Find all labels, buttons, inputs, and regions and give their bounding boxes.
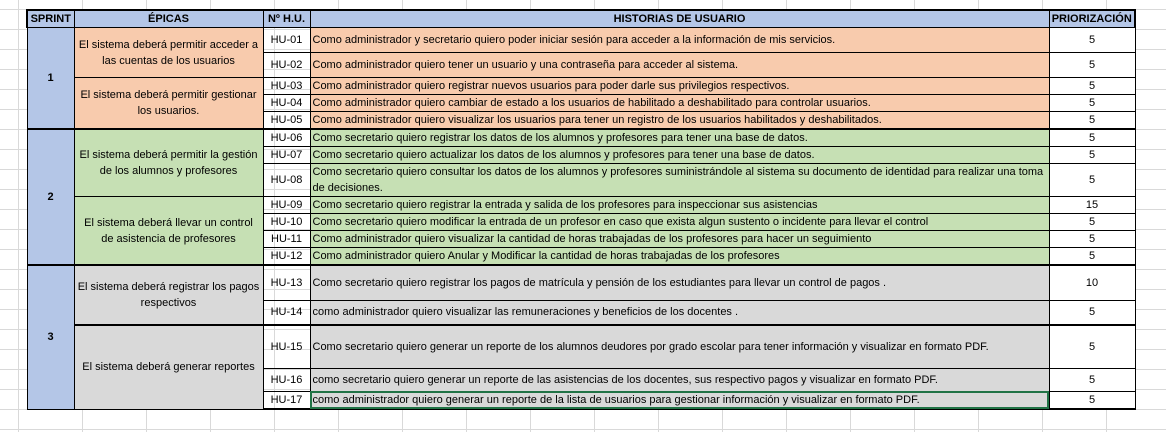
story-cell[interactable]: Como administrador quiero visualizar los usuarios para tener un registro de los usuarios habilitados y deshabilitados.: [310, 112, 1049, 130]
header-row: [27, 10, 1135, 28]
priority-cell[interactable]: 5: [1049, 391, 1135, 409]
story-cell-selected[interactable]: como administrador quiero generar un reporte de la lista de usuarios para gestionar información y visualizar en formato PDF.: [310, 391, 1049, 409]
story-cell[interactable]: Como administrador quiero tener un usuario y una contraseña para acceder al sistema.: [310, 53, 1049, 78]
story-cell[interactable]: Como secretario quiero registrar la entrada y salida de los profesores para inspeccionar sus asistencias: [310, 197, 1049, 214]
hu-id-cell[interactable]: HU-02: [263, 53, 310, 78]
story-cell[interactable]: Como secretario quiero generar un reporte de los alumnos deudores por grado escolar para tener información y visualizar en formato PDF.: [310, 325, 1049, 368]
priority-cell[interactable]: 5: [1049, 164, 1135, 197]
hu-id-cell[interactable]: HU-13: [263, 265, 310, 300]
story-cell[interactable]: Como administrador quiero Anular y Modificar la cantidad de horas trabajadas de los profesores: [310, 248, 1049, 266]
priority-cell[interactable]: 5: [1049, 112, 1135, 130]
story-cell[interactable]: como secretario quiero generar un reporte de las asistencias de los docentes, sus respectivo pagos y visualizar en formato PDF.: [310, 368, 1049, 391]
story-cell[interactable]: como administrador quiero visualizar las remuneraciones y beneficios de los docentes .: [310, 300, 1049, 325]
priority-cell[interactable]: 5: [1049, 78, 1135, 95]
priority-cell[interactable]: 5: [1049, 95, 1135, 112]
hu-id-cell[interactable]: HU-01: [263, 28, 310, 53]
sprint-cell[interactable]: 3: [27, 265, 74, 409]
header-epicas[interactable]: ÉPICAS: [74, 10, 263, 28]
table-row: [27, 78, 1135, 95]
story-cell[interactable]: Como secretario quiero consultar los datos de los alumnos y profesores suministrándole al sistema su documento de identidad para realizar una toma de decisiones.: [310, 164, 1049, 197]
epic-cell[interactable]: El sistema deberá permitir la gestión de los alumnos y profesores: [74, 129, 263, 197]
epic-cell[interactable]: El sistema deberá permitir gestionar los usuarios.: [74, 78, 263, 130]
epic-cell[interactable]: El sistema deberá llevar un control de asistencia de profesores: [74, 197, 263, 266]
hu-id-cell[interactable]: HU-05: [263, 112, 310, 130]
priority-cell[interactable]: 5: [1049, 214, 1135, 231]
sprint-cell[interactable]: 1: [27, 28, 74, 130]
hu-id-cell[interactable]: HU-12: [263, 248, 310, 266]
story-cell[interactable]: Como administrador quiero cambiar de estado a los usuarios de habilitado a deshabilitado para controlar usuarios.: [310, 95, 1049, 112]
priority-cell[interactable]: 10: [1049, 265, 1135, 300]
story-cell[interactable]: Como administrador quiero visualizar la cantidad de horas trabajadas de los profesores para hacer un seguimiento: [310, 231, 1049, 248]
epic-cell[interactable]: El sistema deberá permitir acceder a las cuentas de los usuarios: [74, 28, 263, 78]
story-cell[interactable]: Como secretario quiero modificar la entrada de un profesor en caso que exista algun sustento o incidente para llevar el control: [310, 214, 1049, 231]
story-cell[interactable]: Como secretario quiero registrar los pagos de matrícula y pensión de los estudiantes para llevar un control de pagos .: [310, 265, 1049, 300]
hu-id-cell[interactable]: HU-06: [263, 129, 310, 147]
header-historias[interactable]: HISTORIAS DE USUARIO: [310, 10, 1049, 28]
priority-cell[interactable]: 5: [1049, 231, 1135, 248]
story-cell[interactable]: Como secretario quiero registrar los datos de los alumnos y profesores para tener una base de datos.: [310, 129, 1049, 147]
hu-id-cell[interactable]: HU-14: [263, 300, 310, 325]
hu-id-cell[interactable]: HU-15: [263, 325, 310, 368]
table-row: [27, 28, 1135, 53]
priority-cell[interactable]: 15: [1049, 197, 1135, 214]
table-row: [27, 197, 1135, 214]
story-cell[interactable]: Como administrador quiero registrar nuevos usuarios para poder darle sus privilegios respectivos.: [310, 78, 1049, 95]
hu-id-cell[interactable]: HU-09: [263, 197, 310, 214]
priority-cell[interactable]: 5: [1049, 28, 1135, 53]
story-cell[interactable]: Como administrador y secretario quiero poder iniciar sesión para acceder a la información de mis servicios.: [310, 28, 1049, 53]
hu-id-cell[interactable]: HU-08: [263, 164, 310, 197]
hu-id-cell[interactable]: HU-17: [263, 391, 310, 409]
priority-cell[interactable]: 5: [1049, 248, 1135, 266]
table-row: [27, 265, 1135, 300]
user-stories-table: [26, 9, 1136, 410]
header-priorizacion[interactable]: PRIORIZACIÓN: [1049, 10, 1135, 28]
priority-cell[interactable]: 5: [1049, 325, 1135, 368]
hu-id-cell[interactable]: HU-07: [263, 147, 310, 164]
epic-cell[interactable]: El sistema deberá registrar los pagos respectivos: [74, 265, 263, 325]
story-cell[interactable]: Como secretario quiero actualizar los datos de los alumnos y profesores para tener una base de datos.: [310, 147, 1049, 164]
header-sprint[interactable]: SPRINT: [27, 10, 74, 28]
priority-cell[interactable]: 5: [1049, 368, 1135, 391]
hu-id-cell[interactable]: HU-03: [263, 78, 310, 95]
table-row: [27, 129, 1135, 147]
header-numero-hu[interactable]: Nº H.U.: [263, 10, 310, 28]
priority-cell[interactable]: 5: [1049, 300, 1135, 325]
table-row: [27, 325, 1135, 368]
priority-cell[interactable]: 5: [1049, 147, 1135, 164]
hu-id-cell[interactable]: HU-16: [263, 368, 310, 391]
hu-id-cell[interactable]: HU-04: [263, 95, 310, 112]
priority-cell[interactable]: 5: [1049, 53, 1135, 78]
sprint-cell[interactable]: 2: [27, 129, 74, 265]
hu-id-cell[interactable]: HU-11: [263, 231, 310, 248]
priority-cell[interactable]: 5: [1049, 129, 1135, 147]
hu-id-cell[interactable]: HU-10: [263, 214, 310, 231]
epic-cell[interactable]: El sistema deberá generar reportes: [74, 325, 263, 409]
